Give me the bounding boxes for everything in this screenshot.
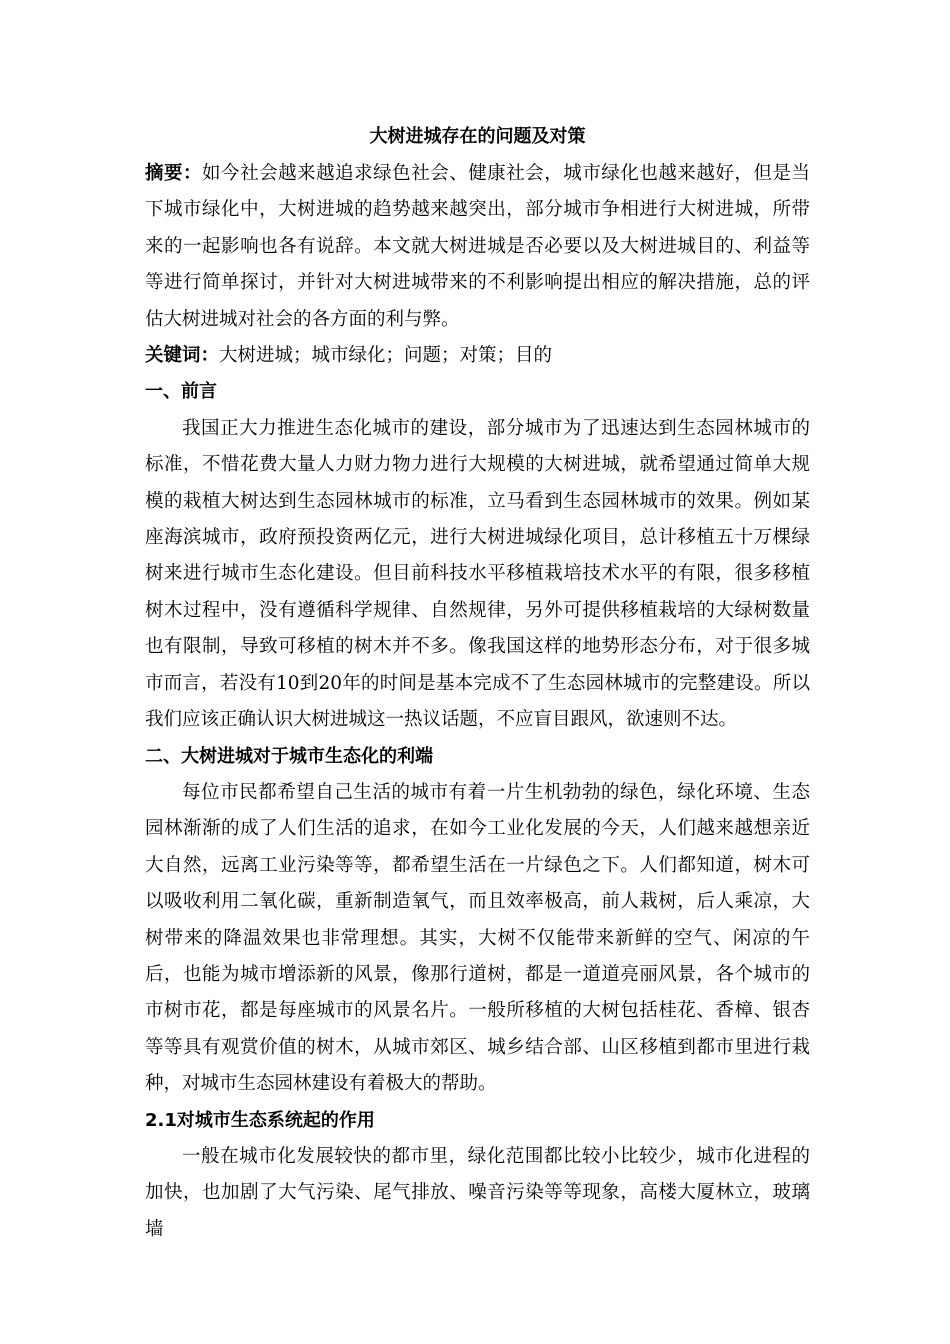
- document-page: [145, 118, 810, 1248]
- keywords-text: 大树进城；城市绿化；问题；对策；目的: [219, 345, 553, 367]
- section-heading-ecosystem: 2.1对城市生态系统起的作用: [145, 1109, 375, 1131]
- abstract-label: 摘要：: [145, 163, 203, 184]
- section-paragraph-ecosystem: 一般在城市化发展较快的都市里，绿化范围都比较小比较少，城市化进程的加快，也加剧了大气污染、尾气排放、噪音污染等等现象，高楼大厦林立，玻璃墙: [145, 1145, 810, 1240]
- document-title: 大树进城存在的问题及对策: [369, 126, 586, 147]
- keywords-label: 关键词：: [145, 345, 220, 367]
- abstract-text: 如今社会越来越追求绿色社会、健康社会，城市绿化也越来越好，但是当下城市绿化中，大树进城的趋势越来越突出，部分城市争相进行大树进城，所带来的一起影响也各有说辞。本文就大树进城是否必要以及大树进城目的、利益等等进行简单探讨，并针对大树进城带来的不利影响提出相应的解决措施，总的评估大树进城对社会的各方面的利与弊。: [145, 163, 810, 330]
- section-heading-benefits: 二、大树进城对于城市生态化的利端: [145, 745, 433, 767]
- abstract-paragraph: [145, 156, 810, 338]
- section-paragraph-preface: 我国正大力推进生态化城市的建设，部分城市为了迅速达到生态园林城市的标准，不惜花费大量人力财力物力进行大规模的大树进城，就希望通过简单大规模的栽植大树达到生态园林城市的标准，立马看到生态园林城市的效果。例如某座海滨城市，政府预投资两亿元，进行大树进城绿化项目，总计移植五十万棵绿树来进行城市生态化建设。但目前科技水平移植栽培技术水平的有限，很多移植树木过程中，没有遵循科学规律、自然规律，另外可提供移植栽培的大绿树数量也有限制，导致可移植的树木并不多。像我国这样的地势形态分布，对于很多城市而言，若没有10到20年的时间是基本完成不了生态园林城市的完整建设。所以我们应该正确认识大树进城这一热议话题，不应盲目跟风，欲速则不达。: [145, 417, 810, 731]
- keywords-paragraph: [145, 338, 810, 374]
- section-heading-preface: 一、前言: [145, 381, 217, 403]
- section-paragraph-benefits: 每位市民都希望自己生活的城市有着一片生机勃勃的绿色，绿化环境、生态园林渐渐的成了人们生活的追求，在如今工业化发展的今天，人们越来越想亲近大自然，远离工业污染等等，都希望生活在一片绿色之下。人们都知道，树木可以吸收利用二氧化碳，重新制造氧气，而且效率极高，前人栽树，后人乘凉，大树带来的降温效果也非常理想。其实，大树不仅能带来新鲜的空气、闲凉的午后，也能为城市增添新的风景，像那行道树，都是一道道亮丽风景，各个城市的市树市花，都是每座城市的风景名片。一般所移植的大树包括桂花、香樟、银杏等等具有观赏价值的树木，从城市郊区、城乡结合部、山区移植到都市里进行栽种，对城市生态园林建设有着极大的帮助。: [145, 781, 810, 1095]
